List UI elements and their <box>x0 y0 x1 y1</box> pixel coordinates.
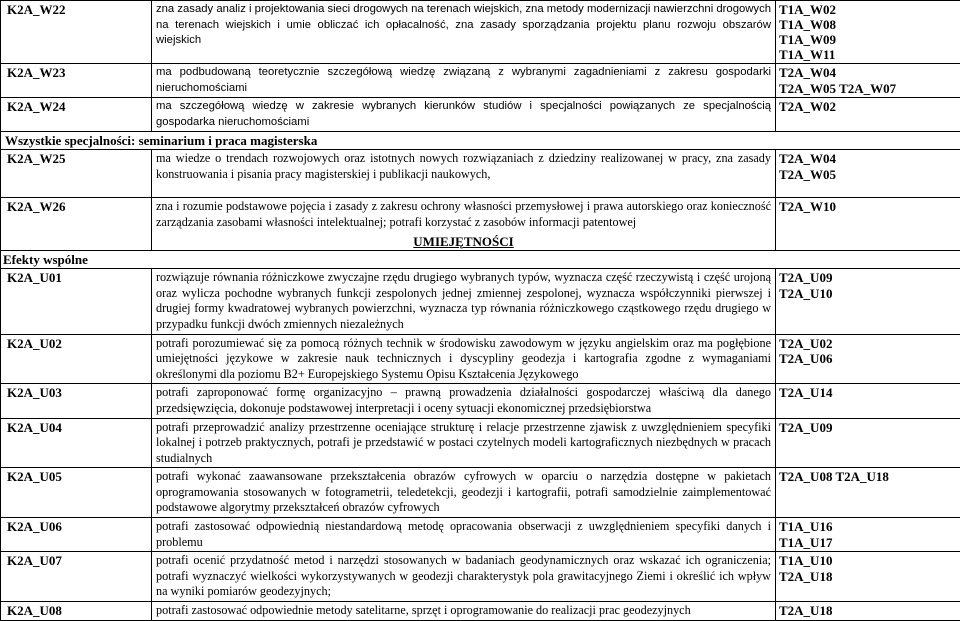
outcome-code: K2A_U04 <box>1 418 152 468</box>
skills-title: UMIEJĘTNOŚCI <box>152 232 776 251</box>
outcome-code: K2A_U05 <box>1 468 152 518</box>
outcome-code: K2A_U02 <box>1 334 152 384</box>
outcome-reference: T1A_W02 T1A_W08 T1A_W09 T1A_W11 <box>776 1 960 64</box>
outcome-reference: T2A_U08 T2A_U18 <box>776 468 960 518</box>
outcome-description: potrafi porozumiewać się za pomocą różnych technik w środowisku zawodowym w języku angielskim oraz ma pogłębione umiejętności językowe w zakresie nauk technicznych i dyscypliny geodezja i kartografia zgodne z wymaganiami określonymi dla poziomu B2+ Europejskiego Systemu Opisu Kształcenia Językowego <box>152 334 776 384</box>
table-row <box>1 64 960 98</box>
outcome-reference: T2A_W04 T2A_W05 T2A_W07 <box>776 64 960 98</box>
outcome-reference: T2A_U18 <box>776 602 960 621</box>
outcome-code: K2A_U06 <box>1 518 152 552</box>
outcome-description: rozwiązuje równania różniczkowe zwyczajne rzędu drugiego wybranych typów, wyznacza część rzeczywistą i część urojoną oraz wylicza pochodne wybranych funkcji zespolonych jednej zmiennej zespolonej, wyznacza współczynniki pierwszej i drugiej formy kwadratowej wybranych powierzchni, wyznacza typ równania różniczkowego cząstkowego rzędu drugiego w przypadku funkcji dwóch zmiennych niezależnych <box>152 269 776 334</box>
table-row <box>1 334 960 384</box>
outcome-reference: T2A_U09 <box>776 418 960 468</box>
table-row <box>1 98 960 132</box>
outcome-reference: T2A_U09 T2A_U10 <box>776 269 960 334</box>
table-row <box>1 518 960 552</box>
section-row <box>1 251 960 269</box>
table-row <box>1 150 960 198</box>
outcome-description: zna i rozumie podstawowe pojęcia i zasady z zakresu ochrony własności przemysłowej i prawa autorskiego oraz konieczność zarządzania zasobami własności intelektualnej; potrafi korzystać z zasobów informacji patentowej <box>152 198 776 232</box>
outcome-reference: T2A_U14 <box>776 384 960 418</box>
section-common-heading: Efekty wspólne <box>1 251 960 269</box>
outcome-code: K2A_U07 <box>1 552 152 602</box>
outcome-description: potrafi przeprowadzić analizy przestrzenne oceniające strukturę i relacje przestrzenne zjawisk z uwzględnieniem specyfiki lokalnej i potrzeb praktycznych, potrafi je przedstawić w postaci czytelnych modeli kartograficznych niezbędnych w pracach studialnych <box>152 418 776 468</box>
outcome-description: potrafi ocenić przydatność metod i narzędzi stosowanych w badaniach geodynamicznych oraz wskazać ich ograniczenia; potrafi wyznaczyć wielkości wykorzystywanych w geodezji charakterystyk pola grawitacyjnego Ziemi i określić ich wpływ na wyniki pomiarów geodezyjnych; <box>152 552 776 602</box>
outcome-reference: T2A_W02 <box>776 98 960 132</box>
outcome-code: K2A_U01 <box>1 269 152 334</box>
section-row <box>1 132 960 150</box>
outcome-description: potrafi zaproponować formę organizacyjno – prawną prowadzenia działalności gospodarczej właściwą dla danego przedsięwzięcia, dokonuje podstawowej interpretacji i oceny sytuacji ekonomicznej przedsiębiorstwa <box>152 384 776 418</box>
outcome-code: K2A_U08 <box>1 602 152 621</box>
outcome-description: potrafi zastosować odpowiednie metody satelitarne, sprzęt i oprogramowanie do realizacji prac geodezyjnych <box>152 602 776 621</box>
outcome-description: potrafi zastosować odpowiednią niestandardową metodę opracowania obserwacji z uwzględnieniem specyfiki danych i problemu <box>152 518 776 552</box>
outcome-reference: T2A_U02 T2A_U06 <box>776 334 960 384</box>
outcome-code: K2A_W22 <box>1 1 152 64</box>
outcome-reference: T1A_U10 T2A_U18 <box>776 552 960 602</box>
outcome-description: ma wiedze o trendach rozwojowych oraz istotnych nowych rozwiązaniach z dziedziny realizowanej w pracy, zna zasady konstruowania i pisania pracy magisterskiej i publikacji naukowych, <box>152 150 776 198</box>
outcome-code: K2A_W23 <box>1 64 152 98</box>
table-row <box>1 269 960 334</box>
outcome-reference: T1A_U16 T1A_U17 <box>776 518 960 552</box>
outcome-description: ma podbudowaną teoretycznie szczegółową wiedzę związaną z wybranymi zagadnieniami z zakresu gospodarki nieruchomościami <box>152 64 776 98</box>
table-row <box>1 468 960 518</box>
table-row <box>1 552 960 602</box>
outcome-code: K2A_U03 <box>1 384 152 418</box>
outcome-description: potrafi wykonać zaawansowane przekształcenia obrazów cyfrowych w oparciu o narzędzia dostępne w pakietach oprogramowania stosowanych w fotogrametrii, teledetekcji, geodezji i kartografii, potrafi samodzielnie zaimplementować podstawowe algorytmy przekształceń obrazów cyfrowych <box>152 468 776 518</box>
table-row <box>1 418 960 468</box>
outcome-description: ma szczegółową wiedzę w zakresie wybranych kierunków studiów i specjalności powiązanych ze specjalnością gospodarka nieruchomościami <box>152 98 776 132</box>
outcome-code: K2A_W24 <box>1 98 152 132</box>
outcome-reference: T2A_W04 T2A_W05 <box>776 150 960 198</box>
outcome-code: K2A_W26 <box>1 198 152 251</box>
table-row <box>1 384 960 418</box>
section-seminar-heading: Wszystkie specjalności: seminarium i praca magisterska <box>1 132 960 150</box>
table-row <box>1 198 960 232</box>
table-row <box>1 1 960 64</box>
outcome-code: K2A_W25 <box>1 150 152 198</box>
outcome-description: zna zasady analiz i projektowania sieci drogowych na terenach wiejskich, zna metody modernizacji nawierzchni drogowych na terenach wiejskich i umie obliczać ich opłacalność, zna zasady sporządzania projektu planu rozwoju obszarów wiejskich <box>152 1 776 64</box>
outcome-reference: T2A_W10 <box>776 198 960 251</box>
